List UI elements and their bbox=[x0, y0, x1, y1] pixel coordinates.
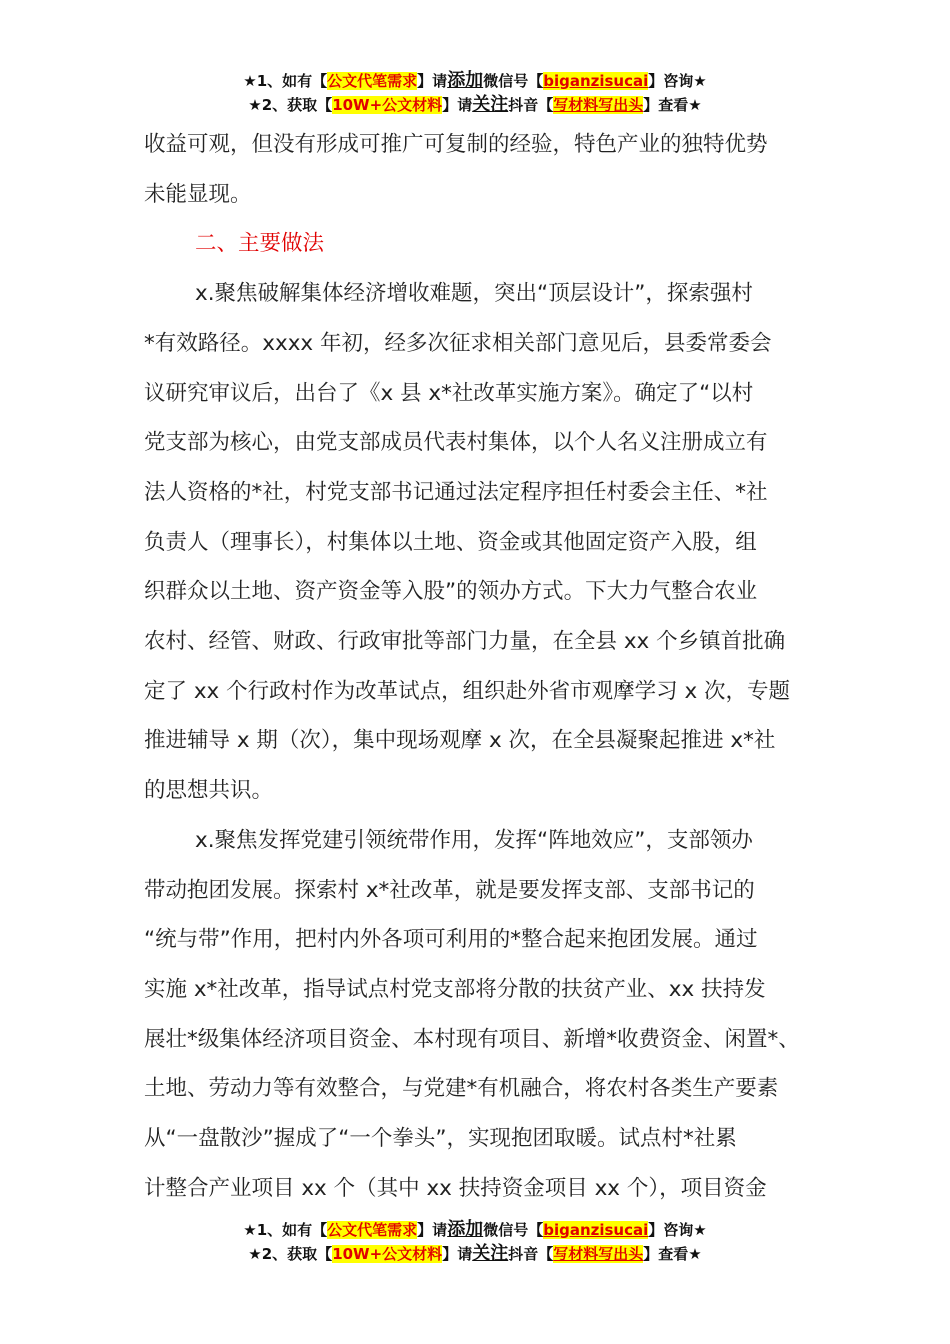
paragraph-line: 负责人（理事长），村集体以土地、资金或其他固定资产入股，组 bbox=[144, 529, 757, 555]
paragraph-line: 计整合产业项目 xx 个（其中 xx 扶持资金项目 xx 个），项目资金 bbox=[144, 1175, 767, 1201]
bottom-banner bbox=[0, 1218, 950, 1266]
paragraph-line: 土地、劳动力等有效整合，与党建*有机融合，将农村各类生产要素 bbox=[144, 1076, 779, 1102]
banner-line-1 bbox=[0, 1218, 950, 1242]
banner-text: 抖音【 bbox=[508, 96, 554, 114]
banner-douyin-id: 写材料写出头 bbox=[553, 96, 644, 114]
banner-text: 抖音【 bbox=[508, 1245, 554, 1263]
banner-text: 微信号【 bbox=[483, 1221, 544, 1239]
paragraph-line: 收益可观，但没有形成可推广可复制的经验，特色产业的独特优势 bbox=[144, 132, 768, 157]
banner-text: 】请 bbox=[417, 1221, 448, 1239]
banner-line-2 bbox=[0, 1242, 950, 1266]
paragraph-line: “统与带”作用，把村内外各项可利用的*整合起来抱团发展。通过 bbox=[144, 927, 758, 953]
paragraph-line: x.聚焦破解集体经济增收难题，突出“顶层设计”，探索强村 bbox=[195, 281, 753, 307]
banner-text: 微信号【 bbox=[483, 72, 544, 90]
banner-emphasis: 关注 bbox=[472, 94, 509, 115]
banner-text: 2、获取【 bbox=[261, 1245, 333, 1263]
banner-text: 】请 bbox=[442, 96, 473, 114]
banner-text: 1、如有【 bbox=[256, 1221, 328, 1239]
banner-emphasis: 添加 bbox=[447, 1219, 484, 1240]
banner-text: 】请 bbox=[417, 72, 448, 90]
paragraph-line: 的思想共识。 bbox=[144, 778, 274, 804]
banner-text: 】请 bbox=[442, 1245, 473, 1263]
paragraph-line: 党支部为核心，由党支部成员代表村集体，以个人名义注册成立有 bbox=[144, 430, 768, 456]
banner-line-2 bbox=[0, 93, 950, 117]
banner-text: 】咨询★ bbox=[648, 72, 707, 90]
paragraph-line: 法人资格的*社，村党支部书记通过法定程序担任村委会主任、*社 bbox=[144, 479, 768, 505]
star: ★ bbox=[248, 1245, 262, 1263]
star: ★ bbox=[243, 72, 257, 90]
paragraph-line: 带动抱团发展。探索村 x*社改革，就是要发挥支部、支部书记的 bbox=[144, 877, 755, 903]
banner-text: 2、获取【 bbox=[261, 96, 333, 114]
banner-text: 】查看★ bbox=[643, 1245, 702, 1263]
banner-wechat-id: biganzisucai bbox=[543, 72, 649, 90]
top-banner bbox=[0, 69, 950, 117]
paragraph-line: x.聚焦发挥党建引领统带作用，发挥“阵地效应”，支部领办 bbox=[195, 827, 753, 853]
banner-wechat-id: biganzisucai bbox=[543, 1221, 649, 1239]
paragraph-line: 推进辅导 x 期（次），集中现场观摩 x 次，在全县凝聚起推进 x*社 bbox=[144, 728, 776, 754]
banner-emphasis: 添加 bbox=[447, 70, 484, 91]
banner-highlight: 公文代笔需求 bbox=[327, 1221, 418, 1239]
banner-text: 1、如有【 bbox=[256, 72, 328, 90]
paragraph-line: 从“一盘散沙”握成了“一个拳头”，实现抱团取暖。试点村*社累 bbox=[144, 1126, 737, 1151]
banner-highlight: 10W+公文材料 bbox=[332, 1245, 443, 1263]
paragraph-line: *有效路径。xxxx 年初，经多次征求相关部门意见后，县委常委会 bbox=[144, 330, 772, 356]
paragraph-line: 展壮*级集体经济项目资金、本村现有项目、新增*收费资金、闲置*、 bbox=[144, 1026, 800, 1052]
banner-text: 】咨询★ bbox=[648, 1221, 707, 1239]
banner-douyin-id: 写材料写出头 bbox=[553, 1245, 644, 1263]
paragraph-line: 实施 x*社改革，指导试点村党支部将分散的扶贫产业、xx 扶持发 bbox=[144, 976, 766, 1002]
banner-text: 】查看★ bbox=[643, 96, 702, 114]
banner-line-1 bbox=[0, 69, 950, 93]
banner-highlight: 10W+公文材料 bbox=[332, 96, 443, 114]
paragraph-line: 议研究审议后，出台了《x 县 x*社改革实施方案》。确定了“以村 bbox=[144, 380, 754, 406]
star: ★ bbox=[248, 96, 262, 114]
banner-emphasis: 关注 bbox=[472, 1243, 509, 1264]
paragraph-line: 定了 xx 个行政村作为改革试点，组织赴外省市观摩学习 x 次，专题 bbox=[144, 678, 791, 704]
section-heading: 二、主要做法 bbox=[195, 231, 325, 257]
banner-highlight: 公文代笔需求 bbox=[327, 72, 418, 90]
star: ★ bbox=[243, 1221, 257, 1239]
paragraph-line: 农村、经管、财政、行政审批等部门力量，在全县 xx 个乡镇首批确 bbox=[144, 629, 786, 654]
paragraph-line: 织群众以土地、资产资金等入股”的领办方式。下大力气整合农业 bbox=[144, 579, 758, 605]
paragraph-line: 未能显现。 bbox=[144, 181, 252, 207]
